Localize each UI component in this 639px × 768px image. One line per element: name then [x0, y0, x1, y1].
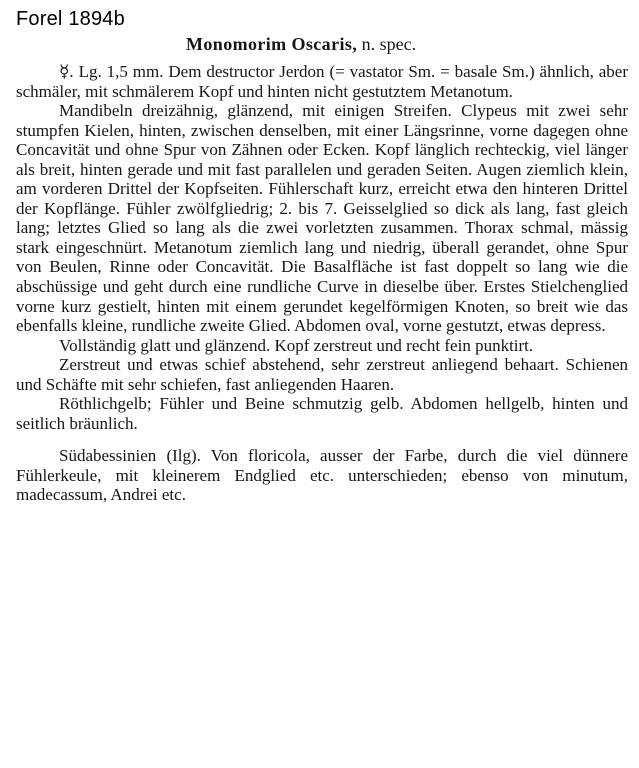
- paragraph-pilosity: Zerstreut und etwas schief abstehend, sehr zerstreut anliegend behaart. Schienen und Schäfte mit sehr schiefen, fast anliegenden Haaren.: [16, 355, 628, 394]
- species-status: n. spec.: [361, 34, 417, 54]
- paragraph-morphology: Mandibeln dreizähnig, glänzend, mit einigen Streifen. Clypeus mit zwei sehr stumpfen Kielen, hinten, zwischen denselben, mit einer Längsrinne, vorne dagegen ohne Concavität und ohne Spur von Zähnen oder Ecken. Kopf länglich rechteckig, viel länger als breit, hinten gerade und mit fast parallelen und geraden Seiten. Augen ziemlich klein, am vorderen Drittel der Kopfseiten. Fühlerschaft kurz, erreicht etwa den hinteren Drittel der Kopflänge. Fühler zwölfgliedrig; 2. bis 7. Geisselglied so dick als lang, fast gleich lang; letztes Glied so lang als die zwei vorletzten zusammen. Thorax schmal, mässig stark eingeschnürt. Metanotum ziemlich lang und niedrig, überall gerandet, ohne Spur von Beulen, Rinne oder Concavität. Die Basalfläche ist fast doppelt so lang wie die abschüssige und geht durch eine rundliche Curve in dieselbe über. Erstes Stielchenglied vorne kurz gestielt, hinten mit einem gerundet kegelförmigen Knoten, so breit wie das ebenfalls kleine, rundliche zweite Glied. Abdomen oval, vorne gestutzt, etwas depress.: [16, 101, 628, 336]
- species-name: Monomorim Oscaris,: [186, 34, 358, 54]
- description-text: [16, 62, 628, 505]
- species-heading: [186, 34, 416, 55]
- paragraph-sculpture: Vollständig glatt und glänzend. Kopf zerstreut und recht fein punktirt.: [59, 335, 534, 355]
- paragraph-locality: Südabessinien (Ilg). Von floricola, ausser der Farbe, durch die viel dünnere Fühlerkeule, mit kleinerem Endglied etc. unterschieden; ebenso von minutum, madecassum, Andrei etc.: [16, 446, 628, 505]
- citation-label: Forel 1894b: [16, 8, 125, 30]
- paragraph-colour: Röthlichgelb; Fühler und Beine schmutzig gelb. Abdomen hellgelb, hinten und seitlich bräunlich.: [16, 394, 628, 433]
- paragraph-diagnosis: ☿. Lg. 1,5 mm. Dem destructor Jerdon (= vastator Sm. = basale Sm.) ähnlich, aber schmäler, mit schmälerem Kopf und hinten nicht gestutztem Metanotum.: [16, 62, 628, 101]
